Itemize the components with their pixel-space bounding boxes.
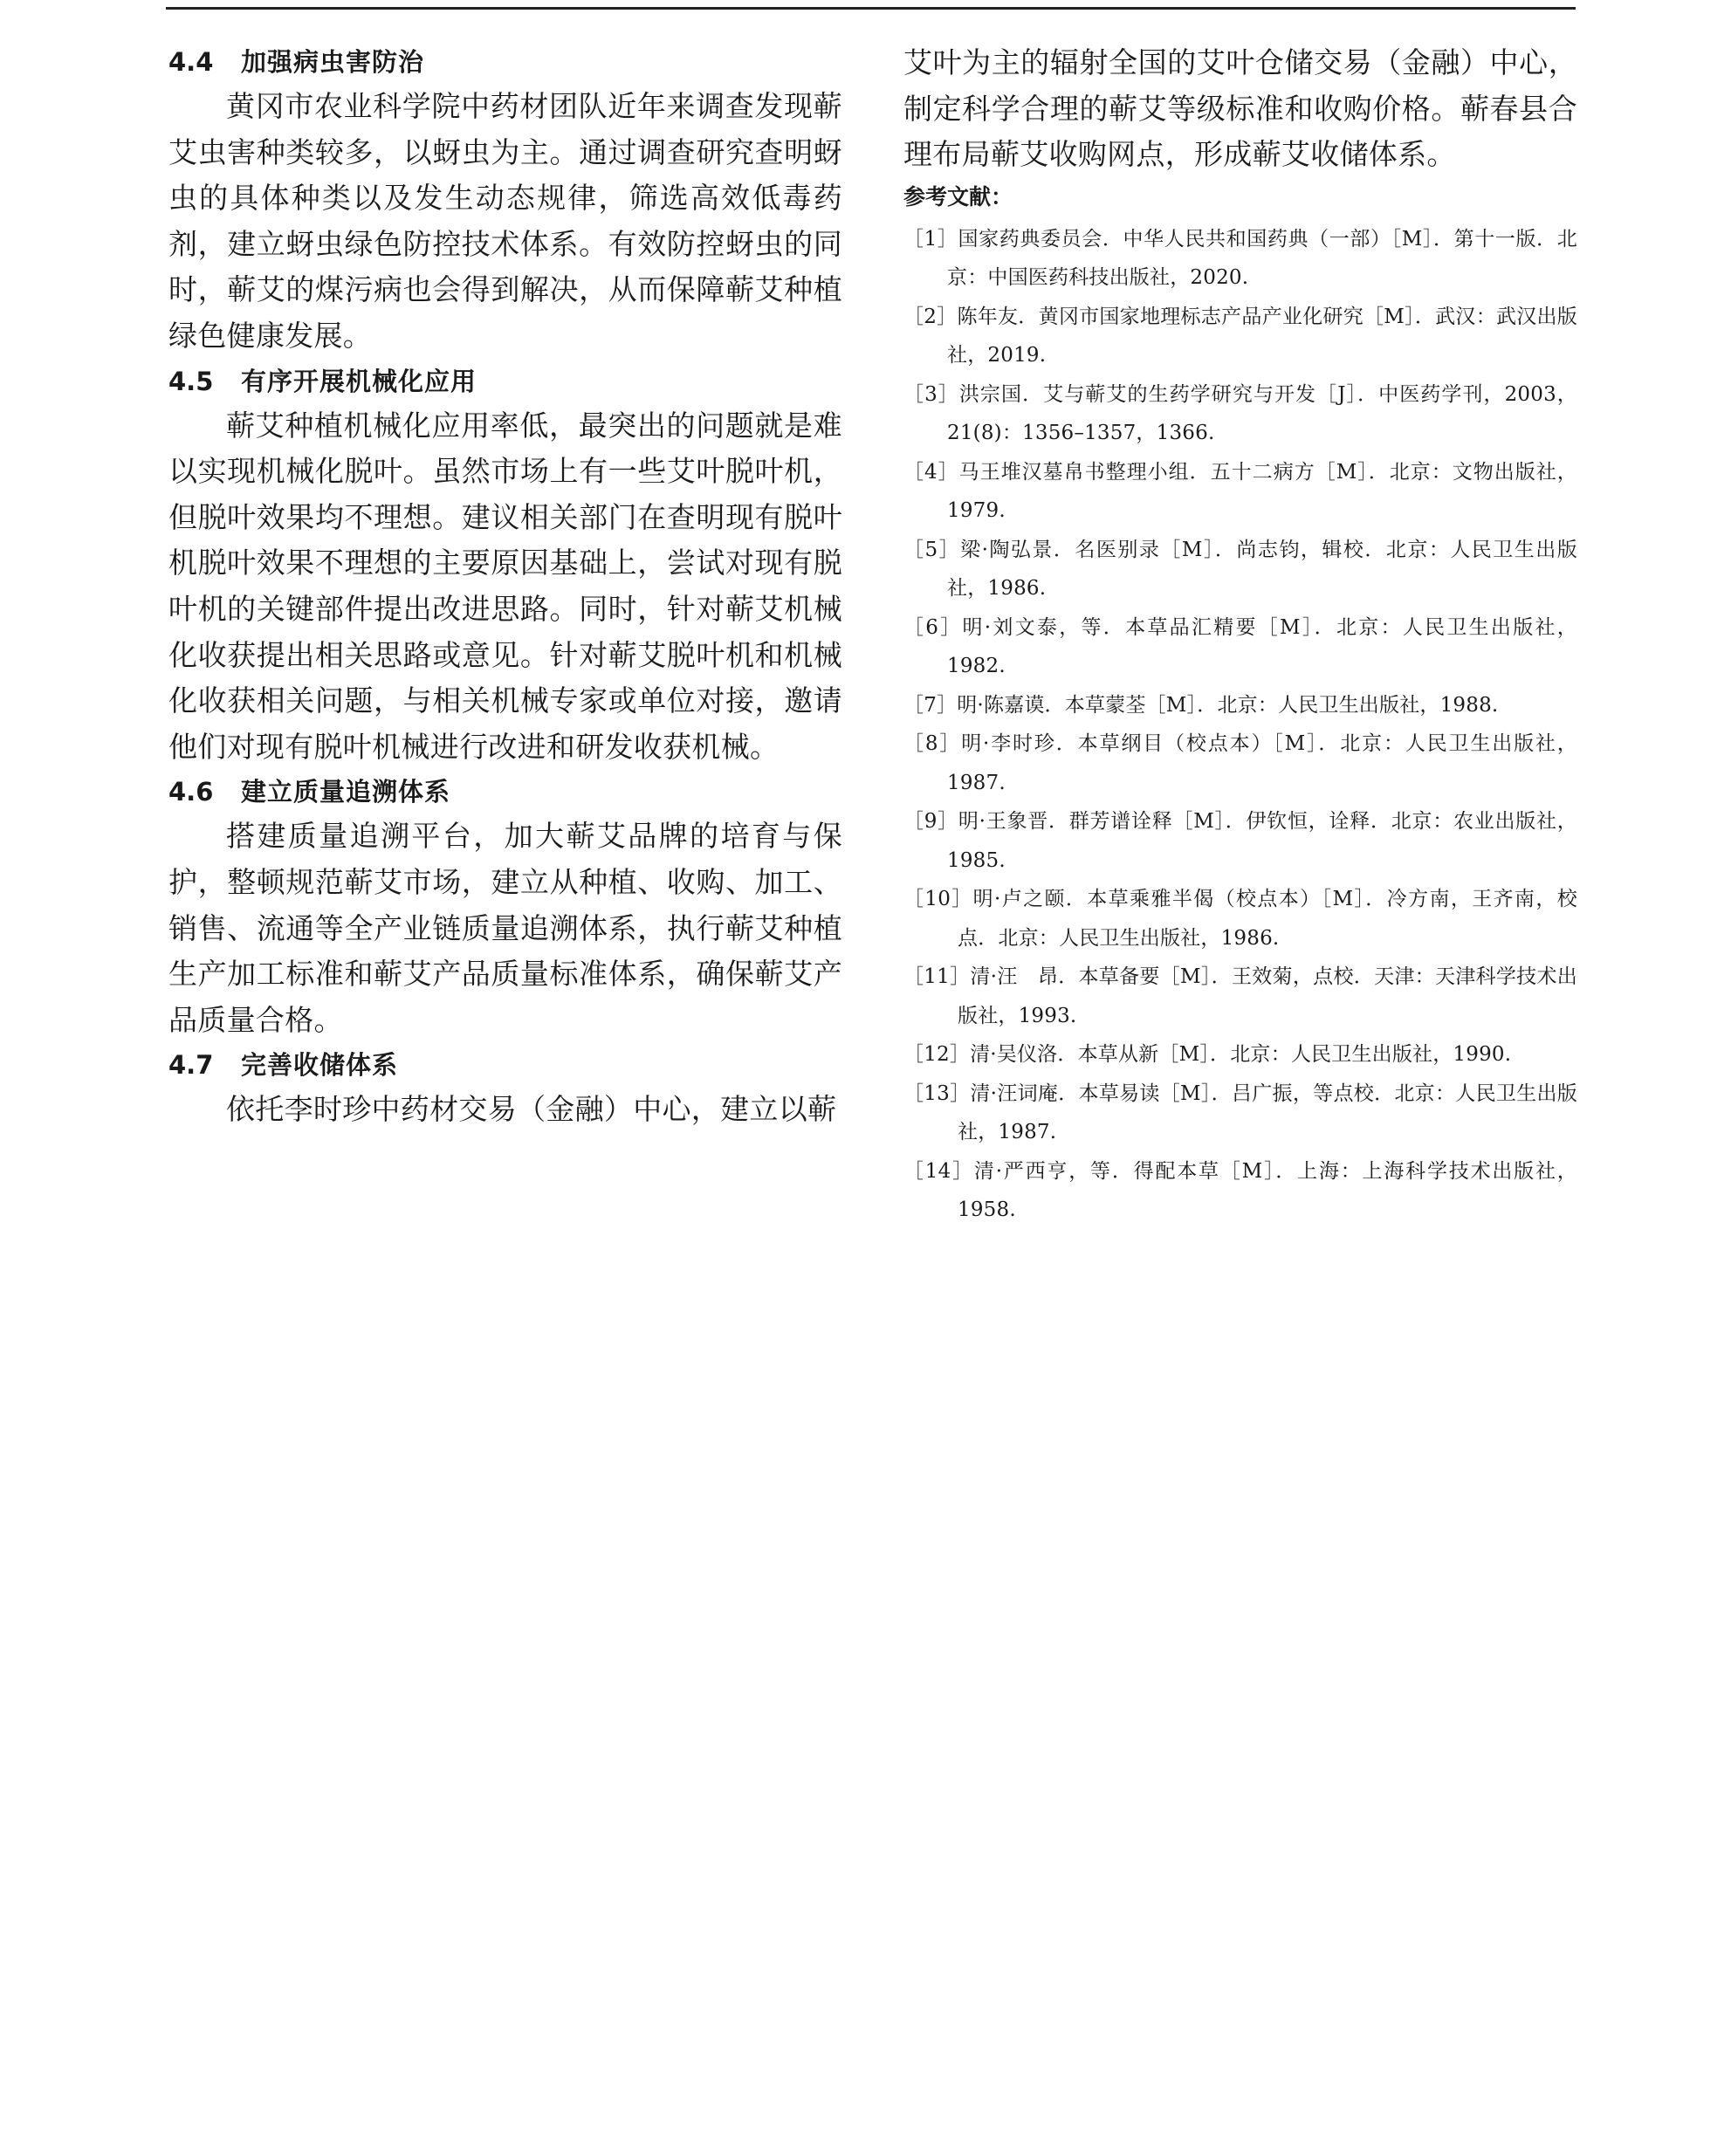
section-number: 4.7 [168,1050,214,1081]
reference-item: ［8］明·李时珍．本草纲目（校点本）［M］．北京：人民卫生出版社，1987. [903,732,1577,794]
reference-item: ［1］国家药典委员会．中华人民共和国药典（一部）［M］．第十一版．北京：中国医药科技出版社，2020. [903,227,1577,290]
section-title: 加强病虫害防治 [241,47,425,77]
paragraph-pest-control: 黄冈市农业科学院中药材团队近年来调查发现蕲艾虫害种类较多，以蚜虫为主。通过调查研究查明蚜虫的具体种类以及发生动态规律，筛选高效低毒药剂，建立蚜虫绿色防控技术体系。有效防控蚜虫的同时，蕲艾的煤污病也会得到解决，从而保障蕲艾种植绿色健康发展。 [168,89,842,353]
section-number: 4.5 [168,366,214,396]
reference-item: ［10］明·卢之颐．本草乘雅半偈（校点本）［M］．冷方南，王齐南，校点．北京：人民卫生出版社，1986. [903,888,1577,950]
top-rule [166,7,1576,10]
references-heading: 参考文献： [903,183,1013,209]
running-header-fragment [0,0,1731,3]
section-number: 4.6 [168,777,214,807]
reference-list [903,220,1577,1230]
reference-item: ［6］明·刘文泰，等．本草品汇精要［M］．北京：人民卫生出版社，1982. [903,615,1577,678]
reference-item: ［12］清·吴仪洛．本草从新［M］．北京：人民卫生出版社，1990. [903,1043,1512,1067]
right-column [903,40,1577,1230]
reference-item: ［3］洪宗国．艾与蕲艾的生药学研究与开发［J］．中医药学刊，2003，21(8)：1356–1357，1366. [903,382,1577,445]
section-title: 建立质量追溯体系 [241,777,451,807]
paragraph-storage-start: 依托李时珍中药材交易（金融）中心，建立以蕲 [226,1092,837,1127]
section-heading-4-7 [168,1043,842,1087]
section-heading-4-5 [168,360,842,403]
section-heading-4-4 [168,40,842,84]
reference-item: ［9］明·王象晋．群芳谱诠释［M］．伊钦恒，诠释．北京：农业出版社，1985. [903,810,1577,872]
section-title: 有序开展机械化应用 [241,366,477,396]
section-title: 完善收储体系 [241,1050,399,1081]
paragraph-traceability: 搭建质量追溯平台，加大蕲艾品牌的培育与保护，整顿规范蕲艾市场，建立从种植、收购、加工、销售、流通等全产业链质量追溯体系，执行蕲艾种植生产加工标准和蕲艾产品质量标准体系，确保蕲艾产品质量合格。 [168,819,842,1037]
section-number: 4.4 [168,47,214,77]
paragraph-storage-continued: 艾叶为主的辐射全国的艾叶仓储交易（金融）中心，制定科学合理的蕲艾等级标准和收购价格。蕲春县合理布局蕲艾收购网点，形成蕲艾收储体系。 [903,45,1577,172]
left-column [168,40,842,1133]
paragraph-mechanization: 蕲艾种植机械化应用率低，最突出的问题就是难以实现机械化脱叶。虽然市场上有一些艾叶脱叶机，但脱叶效果均不理想。建议相关部门在查明现有脱叶机脱叶效果不理想的主要原因基础上，尝试对现有脱叶机的关键部件提出改进思路。同时，针对蕲艾机械化收获提出相关思路或意见。针对蕲艾脱叶机和机械化收获相关问题，与相关机械专家或单位对接，邀请他们对现有脱叶机械进行改进和研发收获机械。 [168,408,842,764]
reference-item: ［11］清·汪 昂．本草备要［M］．王效菊，点校．天津：天津科学技术出版社，1993. [903,965,1577,1027]
reference-item: ［2］陈年友．黄冈市国家地理标志产品产业化研究［M］．武汉：武汉出版社，2019. [903,305,1577,367]
reference-item: ［7］明·陈嘉谟．本草蒙荃［M］．北京：人民卫生出版社，1988. [903,693,1499,717]
section-heading-4-6 [168,770,842,814]
reference-item: ［14］清·严西亨，等．得配本草［M］．上海：上海科学技术出版社，1958. [903,1159,1577,1222]
reference-item: ［4］马王堆汉墓帛书整理小组．五十二病方［M］．北京：文物出版社，1979. [903,460,1577,523]
reference-item: ［5］梁·陶弘景．名医别录［M］．尚志钧，辑校．北京：人民卫生出版社，1986. [903,538,1577,601]
reference-item: ［13］清·汪词庵．本草易读［M］．吕广振，等点校．北京：人民卫生出版社，1987. [903,1081,1577,1144]
